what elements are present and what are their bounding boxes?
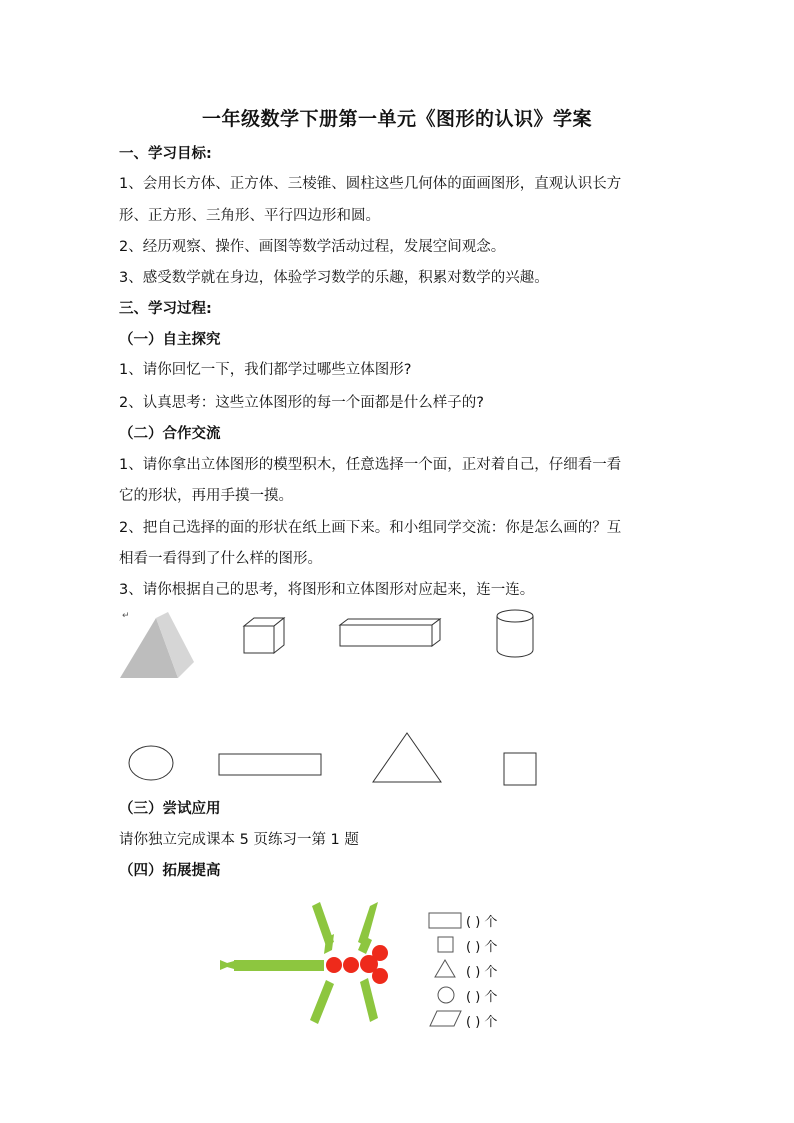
shape-dragonfly-figure (214, 902, 396, 1032)
section-goals-heading: 一、学习目标: (119, 146, 212, 162)
count-square: ( ) 个 (466, 940, 498, 955)
part-1-question-1: 1、请你回忆一下，我们都学过哪些立体图形? (119, 362, 412, 378)
part-2-step-2-line-1: 2、把自己选择的面的形状在纸上画下来。和小组同学交流：你是怎么画的？互 (119, 520, 622, 536)
triangular-pyramid-figure (118, 606, 198, 682)
part-1-question-2: 2、认真思考：这些立体图形的每一个面都是什么样子的? (119, 395, 484, 411)
section-process-heading: 三、学习过程: (119, 301, 212, 317)
circle-icon (436, 985, 456, 1005)
goal-3: 3、感受数学就在身边，体验学习数学的乐趣，积累对数学的兴趣。 (119, 270, 549, 286)
part-2-step-1-line-1: 1、请你拿出立体图形的模型积木，任意选择一个面，正对着自己，仔细看一看 (119, 457, 622, 473)
count-circle: ( ) 个 (466, 990, 498, 1005)
part-3-heading: （三）尝试应用 (119, 801, 221, 817)
goal-1-line-2: 形、正方形、三角形、平行四边形和圆。 (119, 208, 380, 224)
part-2-step-1-line-2: 它的形状，再用手摸一摸。 (119, 488, 293, 504)
count-parallelogram: ( ) 个 (466, 1015, 498, 1030)
rectangle-figure (217, 752, 325, 778)
square-icon (436, 935, 456, 955)
part-2-step-2-line-2: 相看一看得到了什么样的图形。 (119, 551, 322, 567)
part-2-step-3: 3、请你根据自己的思考，将图形和立体图形对应起来，连一连。 (119, 582, 535, 598)
circle-figure (126, 743, 176, 783)
cuboid-figure (338, 617, 444, 649)
count-triangle: ( ) 个 (466, 965, 498, 980)
parallelogram-icon (428, 1009, 464, 1029)
count-rectangle: ( ) 个 (466, 915, 498, 930)
page-title: 一年级数学下册第一单元《图形的认识》学案 (201, 108, 592, 130)
cube-figure (242, 616, 288, 656)
goal-1-line-1: 1、会用长方体、正方体、三棱锥、圆柱这些几何体的面画图形，直观认识长方 (119, 176, 622, 192)
triangle-figure (370, 731, 444, 785)
square-figure (502, 751, 540, 787)
rectangle-icon (428, 911, 464, 931)
part-1-heading: （一）自主探究 (119, 332, 221, 348)
part-4-heading: （四）拓展提高 (119, 863, 221, 879)
part-2-heading: （二）合作交流 (119, 426, 221, 442)
goal-2: 2、经历观察、操作、画图等数学活动过程，发展空间观念。 (119, 239, 506, 255)
triangle-icon (433, 958, 457, 980)
svg-text:↵: ↵ (122, 611, 130, 621)
part-3-text: 请你独立完成课本 5 页练习一第 1 题 (119, 832, 359, 848)
cylinder-figure (494, 608, 536, 660)
